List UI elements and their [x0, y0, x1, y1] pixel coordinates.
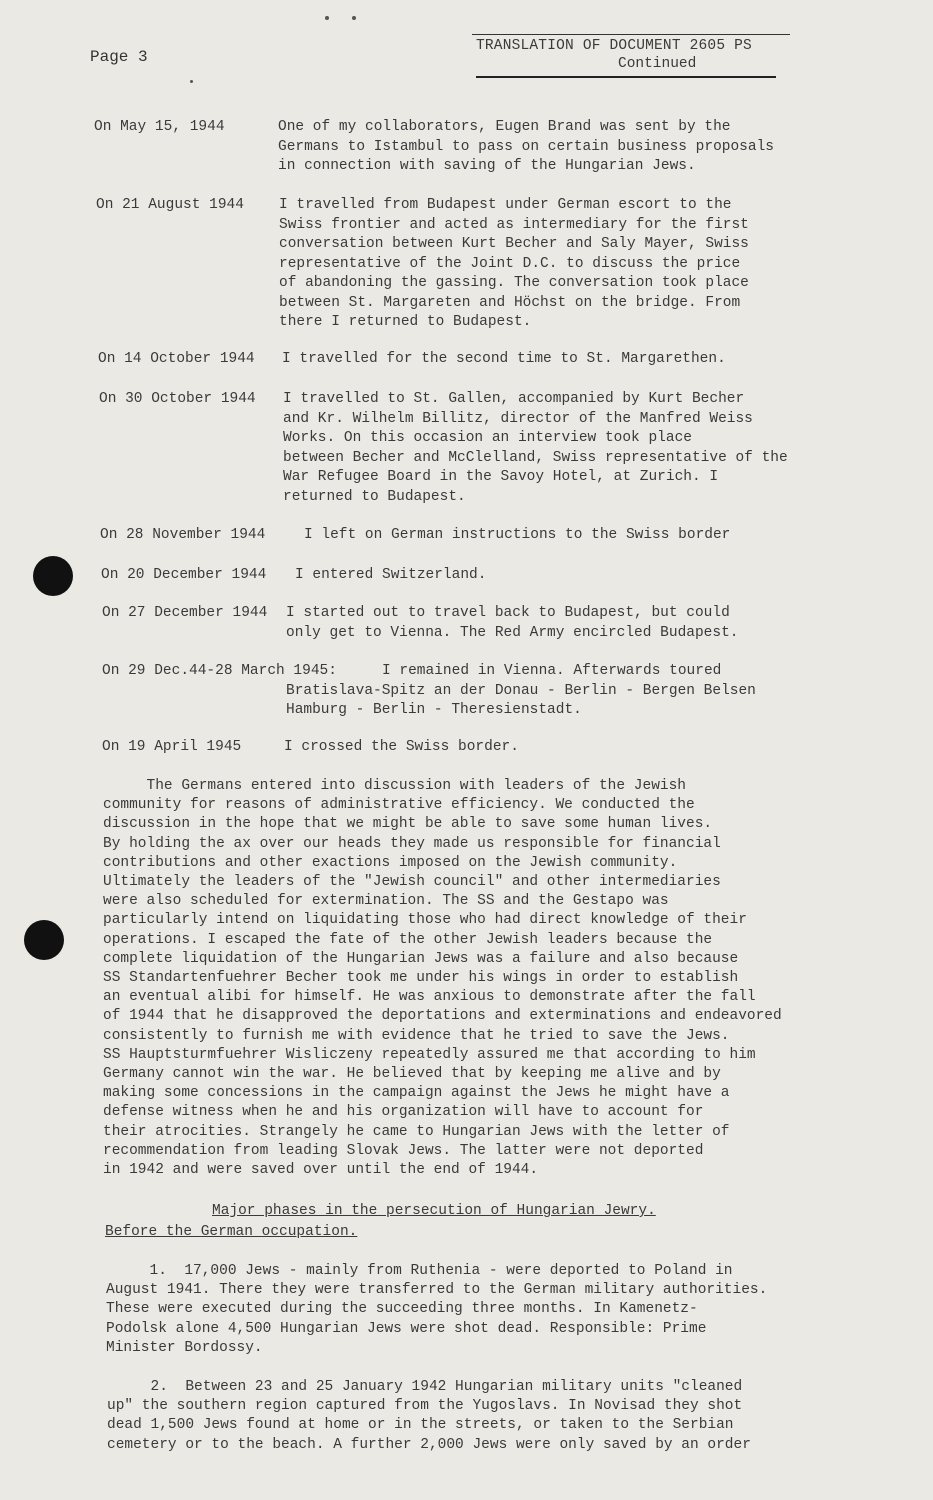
item-line: Minister Bordossy. [106, 1339, 263, 1356]
paragraph-line: operations. I escaped the fate of the other Jewish leaders because the [103, 931, 713, 948]
body-paragraph [103, 777, 782, 1180]
entry-text [278, 118, 774, 177]
entry-line: between Becher and McClelland, Swiss representative of the [283, 449, 788, 466]
item-line: Podolsk alone 4,500 Hungarian Jews were shot dead. Responsible: Prime [106, 1320, 707, 1337]
entry-text [283, 390, 788, 507]
entry-line: Hamburg - Berlin - Theresienstadt. [286, 702, 582, 718]
paragraph-line: an eventual alibi for himself. He was anxious to demonstrate after the fall [103, 989, 756, 1006]
entry-line: I started out to travel back to Budapest, but could [286, 605, 730, 621]
paragraph-line: recommendation from leading Slovak Jews. The latter were not deported [103, 1142, 704, 1159]
paragraph-line: consistently to furnish me with evidence that he tried to save the Jews. [103, 1027, 730, 1044]
paragraph-line: of 1944 that he disapproved the deportations and exterminations and endeavored [103, 1008, 782, 1025]
paragraph-line: SS Standartenfuehrer Becher took me under his wings in order to establish [103, 970, 739, 987]
item-line: August 1941. There they were transferred to the German military authorities. [106, 1282, 768, 1299]
paragraph-line: complete liquidation of the Hungarian Jews was a failure and also because [103, 950, 739, 967]
entry-date: On 30 October 1944 [99, 391, 256, 407]
item-line: 2. Between 23 and 25 January 1942 Hungarian military units "cleaned [107, 1379, 743, 1395]
paragraph-line: Germany cannot win the war. He believed that by keeping me alive and by [103, 1066, 721, 1083]
section-subheading: Before the German occupation. [105, 1224, 358, 1240]
paragraph-line: By holding the ax over our heads they made us responsible for financial [103, 835, 721, 852]
entry-text [304, 526, 730, 546]
entry-line: representative of the Joint D.C. to discuss the price [279, 255, 741, 272]
entry-line: in connection with saving of the Hungarian Jews. [278, 158, 696, 174]
paragraph-line: defense witness when he and his organization will have to account for [103, 1104, 704, 1121]
document-header [476, 34, 786, 78]
punch-hole-top [33, 556, 73, 596]
numbered-item [107, 1378, 751, 1455]
item-line: 1. 17,000 Jews - mainly from Ruthenia - were deported to Poland in [106, 1263, 733, 1279]
punch-hole-bottom [24, 920, 64, 960]
entry-line: I travelled to St. Gallen, accompanied by Kurt Becher [283, 391, 745, 407]
paragraph-line: discussion in the hope that we might be able to save some human lives. [103, 816, 713, 833]
header-bottom-rule [476, 76, 776, 78]
entry-date: On 19 April 1945 [102, 739, 242, 755]
entry-line: Works. On this occasion an interview took place [283, 430, 692, 446]
item-line: up" the southern region captured from the Yugoslavs. In Novisad they shot [107, 1398, 743, 1415]
paragraph-line: particularly intend on liquidating those who had direct knowledge of their [103, 912, 747, 929]
paragraph-line: their atrocities. Strangely he came to Hungarian Jews with the letter of [103, 1123, 730, 1140]
entry-line: War Refugee Board in the Savoy Hotel, at Zurich. I [283, 469, 719, 485]
paragraph-line: community for reasons of administrative efficiency. We conducted the [103, 797, 695, 814]
entry-line: I entered Switzerland. [295, 567, 487, 583]
speck [190, 80, 193, 83]
entry-date: On 27 December 1944 [102, 605, 268, 621]
entry-line: and Kr. Wilhelm Billitz, director of the Manfred Weiss [283, 410, 753, 427]
paragraph-line: The Germans entered into discussion with leaders of the Jewish [103, 778, 686, 794]
entry-line: only get to Vienna. The Red Army encircled Budapest. [286, 624, 739, 641]
item-line: cemetery or to the beach. A further 2,000 Jews were only saved by an order [107, 1436, 751, 1453]
entry-text [282, 350, 726, 370]
numbered-item [106, 1262, 767, 1358]
entry-date: On 20 December 1944 [101, 567, 267, 583]
entry-date: On 14 October 1944 [98, 351, 255, 367]
paragraph-line: in 1942 and were saved over until the end of 1944. [103, 1162, 539, 1179]
page-number: Page 3 [90, 48, 148, 66]
entry-date: On 28 November 1944 [100, 527, 266, 543]
entry-text [284, 738, 519, 758]
paragraph-line: contributions and other exactions imposed on the Jewish community. [103, 854, 678, 871]
speck [325, 16, 329, 20]
entry-line: I travelled from Budapest under German escort to the [279, 197, 732, 213]
entry-line: One of my collaborators, Eugen Brand was sent by the [278, 119, 731, 135]
entry-text [295, 566, 486, 586]
entry-line: of abandoning the gassing. The conversation took place [279, 275, 749, 291]
entry-line: I crossed the Swiss border. [284, 739, 519, 755]
entry-line: Swiss frontier and acted as intermediary for the first [279, 216, 749, 233]
entry-line: I left on German instructions to the Swiss border [304, 527, 731, 543]
entry-text [286, 662, 756, 721]
paragraph-line: Ultimately the leaders of the "Jewish council" and other intermediaries [103, 874, 721, 891]
entry-text [286, 604, 738, 643]
item-line: dead 1,500 Jews found at home or in the streets, or taken to the Serbian [107, 1417, 734, 1434]
entry-date: On May 15, 1944 [94, 119, 225, 135]
header-title: TRANSLATION OF DOCUMENT 2605 PS [476, 38, 752, 54]
entry-text [279, 196, 749, 333]
speck [352, 16, 356, 20]
paragraph-line: SS Hauptsturmfuehrer Wisliczeny repeatedly assured me that according to him [103, 1046, 756, 1063]
entry-line: returned to Budapest. [283, 488, 466, 505]
entry-date: On 29 Dec.44-28 March 1945: [102, 663, 337, 679]
entry-line: conversation between Kurt Becher and Saly Mayer, Swiss [279, 236, 749, 252]
entry-line: Bratislava-Spitz an der Donau - Berlin - Bergen Belsen [286, 682, 756, 699]
paragraph-line: making some concessions in the campaign against the Jews he might have a [103, 1085, 730, 1102]
entry-line: there I returned to Budapest. [279, 314, 532, 330]
entry-line: between St. Margareten and Höchst on the bridge. From [279, 294, 741, 311]
entry-line: I travelled for the second time to St. Margarethen. [282, 351, 726, 367]
paragraph-line: were also scheduled for extermination. The SS and the Gestapo was [103, 893, 669, 910]
entry-line: I remained in Vienna. Afterwards toured [382, 663, 722, 679]
item-line: These were executed during the succeeding three months. In Kamenetz- [106, 1301, 698, 1318]
entry-line: Germans to Istambul to pass on certain business proposals [278, 138, 774, 155]
section-heading: Major phases in the persecution of Hungarian Jewry. [212, 1203, 656, 1219]
entry-date: On 21 August 1944 [96, 197, 244, 213]
header-subtitle: Continued [618, 56, 697, 72]
